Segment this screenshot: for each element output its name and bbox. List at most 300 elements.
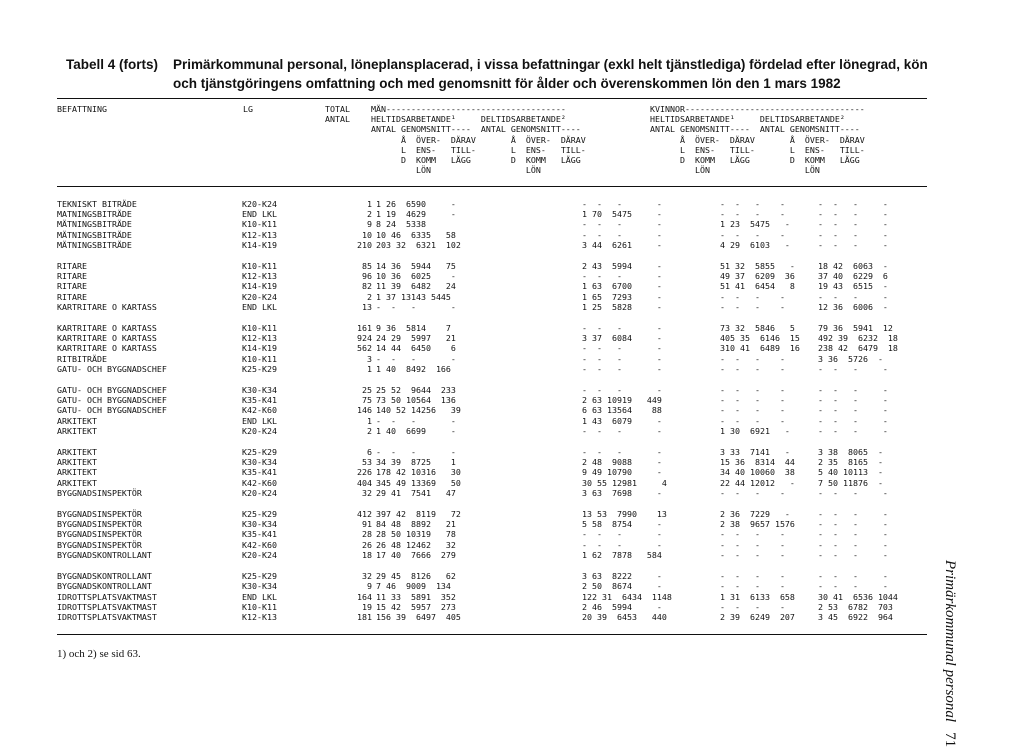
- table-cell: - - - -: [818, 425, 888, 436]
- table-cell: 161: [357, 323, 372, 334]
- table-cell: - - - -: [818, 405, 888, 416]
- table-cell: K25-K29: [242, 363, 277, 374]
- table-cell: IDROTTSPLATSVAKTMAST: [57, 611, 157, 622]
- table-cell: ARKITEKT: [57, 467, 97, 478]
- table-cell: 96: [362, 271, 372, 282]
- table-cell: MÄTNINGSBITRÄDE: [57, 219, 132, 230]
- table-cell: [242, 312, 322, 323]
- table-cell: 6 63 13564 88: [582, 405, 662, 416]
- table-cell: 51 32 5855 -: [720, 261, 795, 272]
- table-row: [57, 385, 928, 395]
- table-cell: 3: [367, 353, 372, 364]
- table-cell: KARTRITARE O KARTASS: [57, 333, 157, 344]
- table-cell: [818, 560, 928, 571]
- table-cell: RITARE: [57, 261, 87, 272]
- table-cell: [376, 250, 582, 261]
- table-cell: TEKNISKT BITRÄDE: [57, 199, 137, 209]
- table-row: [57, 230, 928, 240]
- table-cell: ARKITEKT: [57, 457, 97, 468]
- table-cell: 14 36 5944 75: [376, 261, 456, 272]
- table-cell: 404: [357, 477, 372, 488]
- table-cell: GATU- OCH BYGGNADSCHEF: [57, 405, 167, 416]
- table-cell: - - - -: [582, 199, 662, 209]
- table-cell: 1 31 6133 658: [720, 591, 795, 602]
- table-cell: - - - -: [818, 549, 888, 560]
- table-cell: K25-K29: [242, 447, 277, 458]
- table-row: [57, 447, 928, 457]
- table-cell: 51 41 6454 8: [720, 281, 795, 292]
- table-cell: 1 26 6590 -: [376, 199, 456, 209]
- table-cell: 146: [357, 405, 372, 416]
- table-cell: 11 39 6482 24: [376, 281, 456, 292]
- table-cell: 2 53 6782 703: [818, 601, 893, 612]
- table-cell: GATU- OCH BYGGNADSCHEF: [57, 395, 167, 406]
- table-cell: 28 50 10319 78: [376, 529, 456, 540]
- table-cell: [720, 312, 818, 323]
- table-cell: [322, 250, 376, 261]
- table-cell: [57, 498, 242, 509]
- table-caption: [173, 55, 943, 93]
- table-cell: - - - -: [582, 447, 662, 458]
- table-cell: 405 35 6146 15: [720, 333, 800, 344]
- table-cell: GATU- OCH BYGGNADSCHEF: [57, 385, 167, 396]
- table-cell: [720, 250, 818, 261]
- table-cell: 1: [367, 363, 372, 374]
- table-cell: 73 50 10564 136: [376, 395, 456, 406]
- table-cell: 2: [367, 425, 372, 436]
- table-cell: 49 37 6209 36: [720, 271, 795, 282]
- table-cell: 2 46 5994 -: [582, 601, 662, 612]
- table-row: [57, 602, 928, 612]
- table-cell: K10-K11: [242, 219, 277, 230]
- table-cell: K10-K11: [242, 323, 277, 334]
- table-cell: K12-K13: [242, 229, 277, 240]
- table-cell: BYGGNADSINSPEKTÖR: [57, 519, 142, 530]
- table-cell: 14 44 6450 6: [376, 343, 456, 354]
- table-cell: - - - -: [720, 405, 785, 416]
- table-cell: [322, 560, 376, 571]
- table-cell: 3 44 6261 -: [582, 239, 662, 250]
- table-cell: - - - -: [818, 291, 888, 302]
- table-cell: END LKL: [242, 415, 277, 426]
- table-cell: - - - -: [582, 343, 662, 354]
- table-cell: - - - -: [582, 425, 662, 436]
- table-cell: KARTRITARE O KARTASS: [57, 323, 157, 334]
- table-cell: [376, 312, 582, 323]
- table-cell: K14-K19: [242, 343, 277, 354]
- table-cell: - - - -: [582, 229, 662, 240]
- table-cell: 3 36 5726 -: [818, 353, 883, 364]
- table-cell: BYGGNADSINSPEKTÖR: [57, 539, 142, 550]
- table-cell: 924: [357, 333, 372, 344]
- table-cell: [720, 560, 818, 571]
- table-cell: [242, 560, 322, 571]
- table-cell: 75: [362, 395, 372, 406]
- table-cell: - - - -: [818, 529, 888, 540]
- table-cell: 562: [357, 343, 372, 354]
- table-cell: 13 53 7990 13: [582, 509, 667, 520]
- table-row: [57, 323, 928, 333]
- table-cell: 3 38 8065 -: [818, 447, 883, 458]
- table-cell: 2 35 8165 -: [818, 457, 883, 468]
- table-cell: 10 36 6025 -: [376, 271, 456, 282]
- table-cell: - - - -: [720, 363, 785, 374]
- table-cell: BYGGNADSINSPEKTÖR: [57, 529, 142, 540]
- table-cell: K42-K60: [242, 477, 277, 488]
- table-cell: - - - -: [582, 219, 662, 230]
- table-cell: 1 23 5475 -: [720, 219, 790, 230]
- table-cell: - - - -: [582, 385, 662, 396]
- table-cell: - - - -: [818, 581, 888, 592]
- table-cell: - - - -: [582, 539, 662, 550]
- header-total-antal: TOTAL ANTAL: [325, 104, 350, 125]
- table-cell: 25: [362, 385, 372, 396]
- table-spacer-row: [57, 560, 928, 571]
- table-cell: 310 41 6489 16: [720, 343, 800, 354]
- table-cell: - - - -: [818, 571, 888, 582]
- table-cell: 2 36 7229 -: [720, 509, 790, 520]
- table-cell: 26: [362, 539, 372, 550]
- table-cell: [720, 436, 818, 447]
- table-cell: K14-K19: [242, 281, 277, 292]
- table-cell: 30 55 12981 4: [582, 477, 667, 488]
- table-cell: 412: [357, 509, 372, 520]
- table-cell: - - - -: [818, 219, 888, 230]
- table-cell: K35-K41: [242, 395, 277, 406]
- table-cell: BYGGNADSKONTROLLANT: [57, 581, 152, 592]
- table-cell: K42-K60: [242, 539, 277, 550]
- table-cell: MATNINGSBITRÄDE: [57, 209, 132, 220]
- table-cell: [242, 374, 322, 385]
- table-row: [57, 467, 928, 477]
- table-row: [57, 395, 928, 405]
- table-cell: RITBITRÄDE: [57, 353, 107, 364]
- table-cell: 178 42 10316 30: [376, 467, 461, 478]
- table-cell: 1: [367, 415, 372, 426]
- table-cell: IDROTTSPLATSVAKTMAST: [57, 601, 157, 612]
- table-cell: 156 39 6497 405: [376, 611, 461, 622]
- table-row: [57, 581, 928, 591]
- page-number: 71: [942, 732, 958, 747]
- table-cell: - - - -: [818, 519, 888, 530]
- table-cell: MÄTNINGSBITRÄDE: [57, 239, 132, 250]
- table-cell: 1 30 6921 -: [720, 425, 790, 436]
- table-cell: [57, 312, 242, 323]
- header-men: MÄN------------------------------------ HELTIDSARBETANDE¹ DELTIDSARBETANDE² ANTAL GENOMSNITT---- ANTAL GENOMSNITT---- Å ÖVER- DÄRAV Å ÖVER- DÄRAV L ENS- TILL- L ENS- TILL- D KOMM LÄGG D KOMM LÄGG LÖN LÖN: [371, 104, 586, 176]
- table-cell: K10-K11: [242, 353, 277, 364]
- table-cell: [818, 498, 928, 509]
- table-cell: 84 48 8892 21: [376, 519, 456, 530]
- table-cell: 2 63 10919 449: [582, 395, 662, 406]
- table-cell: 1 40 8492 166: [376, 363, 451, 374]
- table-cell: 9: [367, 219, 372, 230]
- table-cell: BYGGNADSINSPEKTÖR: [57, 509, 142, 520]
- table-cell: 29 45 8126 62: [376, 571, 456, 582]
- table-cell: - - - -: [818, 395, 888, 406]
- table-cell: 28: [362, 529, 372, 540]
- table-cell: MÄTNINGSBITRÄDE: [57, 229, 132, 240]
- table-row: [57, 405, 928, 415]
- table-cell: - - - -: [376, 301, 456, 312]
- table-cell: 34 39 8725 1: [376, 457, 456, 468]
- table-cell: - - - -: [818, 209, 888, 220]
- table-cell: 19: [362, 601, 372, 612]
- table-cell: 203 32 6321 102: [376, 239, 461, 250]
- data-table: [57, 199, 928, 622]
- table-cell: - - - -: [582, 353, 662, 364]
- table-cell: 1 65 7293 -: [582, 291, 662, 302]
- table-row: [57, 540, 928, 550]
- table-cell: K35-K41: [242, 467, 277, 478]
- table-cell: - - - -: [720, 571, 785, 582]
- table-cell: - - - -: [720, 415, 785, 426]
- table-cell: GATU- OCH BYGGNADSCHEF: [57, 363, 167, 374]
- table-spacer-row: [57, 498, 928, 509]
- table-cell: 1 19 4629 -: [376, 209, 456, 220]
- table-cell: END LKL: [242, 301, 277, 312]
- table-row: [57, 281, 928, 291]
- table-cell: ARKITEKT: [57, 477, 97, 488]
- table-cell: - - - -: [720, 353, 785, 364]
- running-header-title: Primärkommunal personal: [942, 560, 958, 723]
- table-row: [57, 240, 928, 250]
- table-cell: - - - -: [582, 363, 662, 374]
- table-cell: - - - -: [818, 239, 888, 250]
- table-cell: BYGGNADSKONTROLLANT: [57, 549, 152, 560]
- table-cell: [582, 374, 720, 385]
- table-cell: - - - -: [818, 509, 888, 520]
- table-row: [57, 488, 928, 498]
- table-cell: 24 29 5997 21: [376, 333, 456, 344]
- table-cell: 26 48 12462 32: [376, 539, 456, 550]
- table-cell: - - - -: [720, 487, 785, 498]
- table-cell: K12-K13: [242, 611, 277, 622]
- table-cell: [720, 374, 818, 385]
- table-cell: K12-K13: [242, 271, 277, 282]
- table-cell: 1 70 5475 -: [582, 209, 662, 220]
- table-cell: - - - -: [376, 447, 456, 458]
- table-cell: [322, 312, 376, 323]
- table-cell: 17 40 7666 279: [376, 549, 456, 560]
- table-cell: 37 40 6229 6: [818, 271, 888, 282]
- header-befattning: BEFATTNING: [57, 104, 107, 114]
- table-cell: 9: [367, 581, 372, 592]
- table-cell: RITARE: [57, 281, 87, 292]
- table-cell: 1 25 5828 -: [582, 301, 662, 312]
- table-cell: 210: [357, 239, 372, 250]
- table-cell: 18 42 6063 -: [818, 261, 888, 272]
- table-cell: [57, 250, 242, 261]
- table-spacer-row: [57, 374, 928, 385]
- table-cell: - - - -: [720, 385, 785, 396]
- table-cell: - - - -: [818, 487, 888, 498]
- table-cell: [242, 250, 322, 261]
- table-cell: 15 42 5957 273: [376, 601, 456, 612]
- table-cell: 32: [362, 571, 372, 582]
- table-cell: [57, 560, 242, 571]
- table-cell: 10 46 6335 58: [376, 229, 456, 240]
- table-cell: K30-K34: [242, 581, 277, 592]
- table-bottom-rule: [57, 634, 927, 635]
- table-cell: 91: [362, 519, 372, 530]
- table-cell: IDROTTSPLATSVAKTMAST: [57, 591, 157, 602]
- table-cell: [242, 436, 322, 447]
- table-cell: - - - -: [720, 199, 785, 209]
- table-cell: K30-K34: [242, 385, 277, 396]
- table-cell: [818, 312, 928, 323]
- table-cell: - - - -: [818, 539, 888, 550]
- table-cell: K20-K24: [242, 199, 277, 209]
- table-cell: 2: [367, 209, 372, 220]
- table-cell: 2 50 8674 -: [582, 581, 662, 592]
- table-cell: 15 36 8314 44: [720, 457, 795, 468]
- table-cell: 9 36 5814 7: [376, 323, 451, 334]
- table-cell: 4 29 6103 -: [720, 239, 790, 250]
- table-cell: K14-K19: [242, 239, 277, 250]
- table-cell: 226: [357, 467, 372, 478]
- table-cell: - - - -: [818, 385, 888, 396]
- table-cell: - - - -: [582, 271, 662, 282]
- table-cell: K12-K13: [242, 333, 277, 344]
- table-cell: 8 24 5338: [376, 219, 426, 230]
- table-row: [57, 343, 928, 353]
- table-cell: 9 49 10790 -: [582, 467, 662, 478]
- header-women: KVINNOR------------------------------------ HELTIDSARBETANDE¹ DELTIDSARBETANDE² ANTAL GENOMSNITT---- ANTAL GENOMSNITT---- Å ÖVER- DÄRAV Å ÖVER- DÄRAV L ENS- TILL- L ENS- TILL- D KOMM LÄGG D KOMM LÄGG LÖN LÖN: [650, 104, 865, 176]
- caption-line-2: och tjänstgöringens omfattning och med genomsnitt för ålder och överenskommen lön den 1 mars 1982: [173, 76, 841, 91]
- table-row: [57, 292, 928, 302]
- table-cell: END LKL: [242, 591, 277, 602]
- header-lg: LG: [243, 104, 253, 114]
- table-cell: 2 38 9657 1576: [720, 519, 795, 530]
- table-cell: K10-K11: [242, 261, 277, 272]
- table-cell: K30-K34: [242, 519, 277, 530]
- table-cell: [322, 374, 376, 385]
- table-cell: 7 50 11876 -: [818, 477, 883, 488]
- table-row: [57, 571, 928, 581]
- table-cell: 3 45 6922 964: [818, 611, 893, 622]
- table-cell: K20-K24: [242, 425, 277, 436]
- table-cell: 22 44 12012 -: [720, 477, 795, 488]
- table-cell: 3 63 7698 -: [582, 487, 662, 498]
- table-cell: [818, 374, 928, 385]
- table-row: [57, 592, 928, 602]
- table-cell: 164: [357, 591, 372, 602]
- table-cell: [720, 498, 818, 509]
- table-row: [57, 354, 928, 364]
- table-spacer-row: [57, 436, 928, 447]
- table-cell: - - - -: [376, 415, 456, 426]
- table-cell: 140 52 14256 39: [376, 405, 461, 416]
- table-cell: BYGGNADSKONTROLLANT: [57, 571, 152, 582]
- table-cell: 5 58 8754 -: [582, 519, 662, 530]
- table-row: [57, 612, 928, 622]
- table-row: [57, 333, 928, 343]
- table-number: Tabell 4 (forts): [66, 57, 159, 72]
- table-cell: KARTRITARE O KARTASS: [57, 301, 157, 312]
- table-spacer-row: [57, 312, 928, 323]
- table-body: [57, 199, 928, 622]
- table-cell: 73 32 5846 5: [720, 323, 795, 334]
- table-cell: 32: [362, 487, 372, 498]
- table-cell: - - - -: [720, 291, 785, 302]
- table-cell: K25-K29: [242, 571, 277, 582]
- table-cell: - - - -: [818, 363, 888, 374]
- table-cell: [582, 560, 720, 571]
- table-cell: BYGGNADSINSPEKTÖR: [57, 487, 142, 498]
- table-cell: 25 52 9644 233: [376, 385, 456, 396]
- table-cell: ARKITEKT: [57, 425, 97, 436]
- table-cell: - - - -: [720, 301, 785, 312]
- table-row: [57, 199, 928, 209]
- table-cell: 2 43 5994 -: [582, 261, 662, 272]
- table-cell: [376, 498, 582, 509]
- table-cell: - - - -: [720, 581, 785, 592]
- table-cell: 2 39 6249 207: [720, 611, 795, 622]
- table-cell: 122 31 6434 1148: [582, 591, 672, 602]
- table-cell: 1 62 7878 584: [582, 549, 662, 560]
- table-cell: 12 36 6006 -: [818, 301, 888, 312]
- table-cell: 18: [362, 549, 372, 560]
- header-bottom-rule: [57, 186, 927, 187]
- table-cell: 20 39 6453 440: [582, 611, 667, 622]
- table-cell: K35-K41: [242, 529, 277, 540]
- table-cell: 34 40 10060 38: [720, 467, 795, 478]
- footnote: 1) och 2) se sid 63.: [57, 648, 141, 660]
- table-row: [57, 261, 928, 271]
- table-cell: 2: [367, 291, 372, 302]
- table-cell: K30-K34: [242, 457, 277, 468]
- table-row: [57, 509, 928, 519]
- table-cell: ARKITEKT: [57, 447, 97, 458]
- table-cell: [242, 498, 322, 509]
- table-row: [57, 219, 928, 229]
- table-cell: 79 36 5941 12: [818, 323, 893, 334]
- table-cell: 30 41 6536 1044: [818, 591, 898, 602]
- table-cell: 1: [367, 199, 372, 209]
- caption-line-1: Primärkommunal personal, löneplansplacerad, i vissa befattningar (exkl helt tjänstlediga) fördelad efter lönegrad, kön: [173, 57, 928, 72]
- table-row: [57, 271, 928, 281]
- table-cell: - - - -: [582, 323, 662, 334]
- table-cell: - - - -: [582, 529, 662, 540]
- table-cell: 397 42 8119 72: [376, 509, 461, 520]
- table-cell: 1 43 6079 -: [582, 415, 662, 426]
- table-row: [57, 519, 928, 529]
- table-cell: 85: [362, 261, 372, 272]
- table-cell: 82: [362, 281, 372, 292]
- table-cell: 1 63 6700 -: [582, 281, 662, 292]
- table-cell: [376, 436, 582, 447]
- table-cell: 13: [362, 301, 372, 312]
- table-cell: KARTRITARE O KARTASS: [57, 343, 157, 354]
- table-cell: [818, 436, 928, 447]
- table-cell: 2 48 9088 -: [582, 457, 662, 468]
- table-row: [57, 416, 928, 426]
- table-cell: 5 40 10113 -: [818, 467, 883, 478]
- table-cell: [322, 498, 376, 509]
- table-cell: K20-K24: [242, 549, 277, 560]
- table-cell: 53: [362, 457, 372, 468]
- table-row: [57, 209, 928, 219]
- table-cell: 7 46 9009 134: [376, 581, 451, 592]
- table-cell: - - - -: [720, 539, 785, 550]
- table-cell: RITARE: [57, 271, 87, 282]
- table-cell: - - - -: [376, 353, 456, 364]
- table-row: [57, 457, 928, 467]
- table-cell: 492 39 6232 18: [818, 333, 898, 344]
- table-cell: K10-K11: [242, 601, 277, 612]
- table-cell: - - - -: [720, 229, 785, 240]
- table-cell: 345 49 13369 50: [376, 477, 461, 488]
